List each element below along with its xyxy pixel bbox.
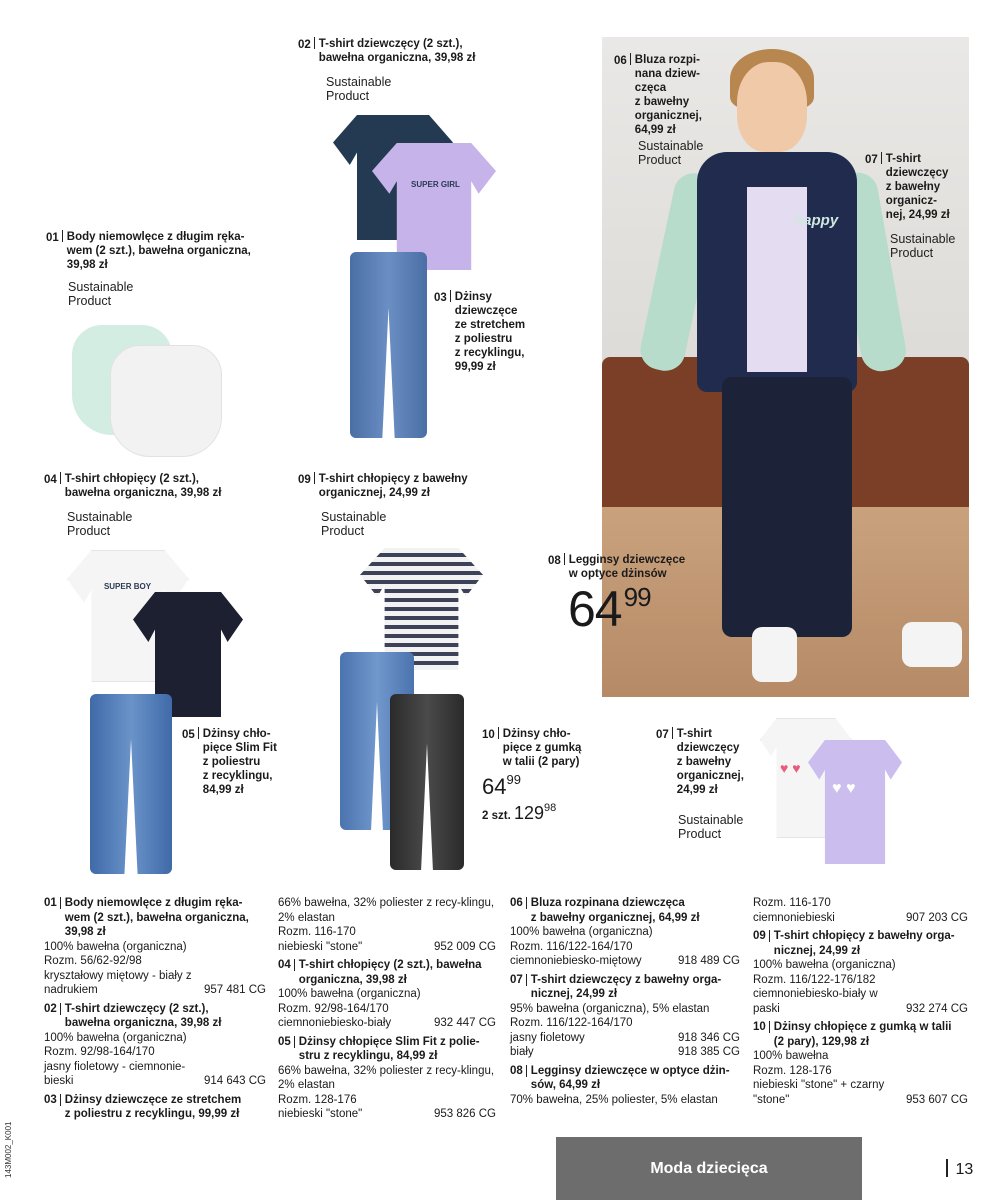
detail-text: 100% bawełna [753, 1050, 829, 1062]
detail-title-line: stru z recyklingu, 84,99 zł [298, 1050, 438, 1062]
callout-text: w optyce dżinsów [568, 568, 667, 580]
product-code: 952 009 CG [433, 940, 496, 953]
product-code: 932 274 CG [905, 1002, 968, 1015]
detail-row [278, 940, 496, 955]
detail-row [510, 925, 740, 940]
detail-title-line: Dżinsy chłopięce z gumką w talii [773, 1021, 952, 1033]
callout-text: z poliestru [454, 333, 513, 345]
callout-text: Legginsy dziewczęce [568, 554, 686, 566]
detail-title-line: Legginsy dziewczęce w optyce dżin- [530, 1064, 730, 1077]
sustainable-label: Product [67, 524, 111, 538]
callout-10 [482, 727, 581, 769]
callout-text: nana dziew- [634, 68, 700, 80]
detail-heading [278, 1035, 496, 1064]
detail-block [510, 1064, 740, 1108]
pack-price-main: 129 [513, 803, 545, 823]
detail-text: Rozm. 116/122-176/182 [753, 973, 876, 986]
details-column-1 [44, 896, 266, 1126]
detail-block [278, 896, 496, 954]
sustainable-label: Product [678, 827, 722, 841]
detail-title-line: sów, 64,99 zł [530, 1079, 601, 1091]
product-code: 957 481 CG [203, 984, 266, 996]
sustainable-label: Product [638, 153, 682, 167]
super-girl-print: SUPER GIRL [411, 180, 460, 189]
detail-heading [510, 896, 740, 925]
detail-row [753, 1064, 968, 1079]
pack-price-cents: 98 [544, 802, 557, 814]
tshirt-striped-image [360, 548, 483, 670]
detail-block [278, 958, 496, 1031]
price-cents: 99 [506, 772, 521, 787]
detail-block [510, 896, 740, 969]
callout-text: z bawełny [885, 181, 941, 193]
detail-row [753, 896, 968, 911]
detail-row [278, 1002, 496, 1017]
item-number: 03 [44, 1093, 57, 1106]
sustainable-label: Sustainable [321, 510, 387, 524]
leggins-price [568, 580, 651, 638]
sustainable-label: Product [68, 294, 112, 308]
detail-title-line: T-shirt dziewczęcy (2 szt.), [64, 1002, 209, 1015]
sustainable-label: Sustainable [67, 510, 133, 524]
price-main: 64 [482, 774, 507, 799]
detail-text: 95% bawełna (organiczna), 5% elastan [510, 1002, 710, 1015]
callout-text: dziewczęcy [885, 167, 949, 179]
details-column-4 [753, 896, 968, 1111]
detail-text: niebieski "stone" [278, 940, 363, 953]
jeans10-price [482, 772, 521, 800]
product-code: 932 447 CG [433, 1017, 496, 1029]
product-code: 918 489 CG [677, 955, 740, 967]
callout-text: ze stretchem [454, 319, 526, 331]
detail-heading [278, 958, 496, 987]
detail-text: 100% bawełna (organiczna) [44, 1031, 187, 1044]
detail-block [510, 973, 740, 1060]
section-title: Moda dziecięca [650, 1159, 768, 1177]
item-number: 07 [510, 973, 523, 986]
product-code: 953 607 CG [905, 1093, 968, 1106]
price-main: 64 [568, 581, 622, 637]
detail-row [278, 1064, 496, 1093]
detail-text: Rozm. 56/62-92/98 [44, 955, 142, 967]
detail-block [753, 1020, 968, 1107]
detail-title-line: Dżinsy chłopięce Slim Fit z polie- [298, 1035, 480, 1048]
detail-text: 100% bawełna (organiczna) [44, 940, 187, 953]
detail-text: Rozm. 128-176 [278, 1093, 357, 1106]
item-number: 08 [510, 1064, 523, 1077]
item-number: 01 [44, 897, 57, 909]
detail-text: 100% bawełna (organiczna) [510, 926, 653, 938]
callout-03 [434, 290, 525, 374]
detail-row [753, 973, 968, 988]
detail-block [753, 896, 968, 925]
detail-row [510, 954, 740, 969]
jeans-girl-image [350, 252, 427, 438]
item-number: 05 [182, 729, 195, 741]
detail-row [753, 1049, 968, 1064]
detail-title-line: (2 pary), 129,98 zł [773, 1035, 870, 1048]
detail-title-line: nicznej, 24,99 zł [530, 988, 618, 1000]
sustainable-label: Sustainable [678, 813, 744, 827]
page-number [946, 1159, 973, 1179]
happy-print: happy [794, 212, 839, 229]
callout-text: Body niemowlęce z długim ręka- [66, 231, 245, 243]
item-number: 02 [44, 1002, 57, 1015]
callout-07-photo [865, 152, 955, 260]
detail-row [510, 940, 740, 955]
detail-text: Rozm. 92/98-164/170 [44, 1046, 155, 1058]
detail-row [510, 1093, 740, 1108]
detail-text: ciemnoniebiesko-biały w paski [753, 988, 878, 1015]
item-number: 06 [614, 55, 627, 67]
details-column-3 [510, 896, 740, 1111]
callout-text: organicznej, [634, 110, 702, 122]
detail-row [753, 958, 968, 973]
detail-row [278, 1093, 496, 1108]
sustainable-label: Sustainable [638, 139, 704, 153]
product-code: 907 203 CG [905, 911, 968, 924]
sustainable-label: Sustainable [68, 280, 134, 294]
detail-text: ciemnoniebieski [753, 911, 835, 924]
detail-row [44, 969, 266, 998]
callout-text: Dżinsy chło- [202, 728, 271, 740]
callout-text: organicznej, 24,99 zł [318, 487, 431, 499]
item-number: 01 [46, 232, 59, 244]
detail-row [44, 1045, 266, 1060]
detail-title-line: bawełna organiczna, 39,98 zł [64, 1017, 222, 1029]
detail-text: jasny fioletowy - ciemnonie-bieski [44, 1060, 186, 1087]
callout-text: Dżinsy [454, 291, 492, 303]
detail-title-line: z poliestru z recyklingu, 99,99 zł [64, 1108, 240, 1120]
item-number: 06 [510, 897, 523, 909]
detail-text: kryształowy miętowy - biały z nadrukiem [44, 969, 192, 996]
detail-title-line: z bawełny organicznej, 64,99 zł [530, 911, 700, 924]
item-number: 04 [278, 959, 291, 971]
detail-text: niebieski "stone" [278, 1108, 363, 1120]
detail-title-line: T-shirt chłopięcy (2 szt.), bawełna [298, 959, 482, 971]
callout-text: organicz- [885, 195, 937, 207]
detail-title-line: T-shirt dziewczęcy z bawełny orga- [530, 973, 722, 986]
detail-title-line: Bluza rozpinana dziewczęca [530, 897, 685, 909]
callout-text: wem (2 szt.), bawełna organiczna, [66, 245, 251, 257]
item-number: 10 [753, 1021, 766, 1033]
detail-row [44, 954, 266, 969]
callout-text: 24,99 zł [676, 784, 718, 796]
product-code: 914 643 CG [203, 1075, 266, 1087]
detail-row [753, 911, 968, 926]
detail-row [510, 1002, 740, 1017]
detail-row [44, 1031, 266, 1046]
callout-text: bawełna organiczna, 39,98 zł [318, 52, 476, 64]
detail-heading [510, 973, 740, 1002]
detail-row [278, 896, 496, 925]
sustainable-label: Sustainable [326, 75, 392, 89]
callout-text: T-shirt chłopięcy (2 szt.), [64, 473, 199, 485]
callout-text: T-shirt [676, 728, 712, 740]
item-number: 09 [753, 930, 766, 942]
detail-text: 100% bawełna (organiczna) [753, 959, 896, 971]
item-number: 02 [298, 39, 311, 51]
callout-text: Bluza rozpi- [634, 54, 700, 66]
detail-row [278, 1016, 496, 1031]
product-code: 918 385 CG [677, 1046, 740, 1058]
detail-row [510, 1045, 740, 1060]
callout-text: dziewczęce [454, 305, 518, 317]
detail-text: 70% bawełna, 25% poliester, 5% elastan [510, 1093, 718, 1106]
detail-title-line: Body niemowlęce z długim ręka- [64, 897, 243, 909]
callout-07-tee [656, 727, 744, 841]
callout-text: dziewczęcy [676, 742, 740, 754]
detail-row [278, 987, 496, 1002]
jeans10-pack-price [482, 802, 556, 824]
callout-06 [614, 53, 703, 167]
callout-text: w talii (2 pary) [502, 756, 580, 768]
detail-heading [753, 1020, 968, 1049]
detail-heading [44, 1093, 266, 1122]
detail-title-line: wem (2 szt.), bawełna organiczna, [64, 911, 249, 924]
super-boy-print: SUPER BOY [103, 582, 152, 591]
detail-title-line: organiczna, 39,98 zł [298, 973, 407, 986]
item-number: 05 [278, 1035, 291, 1048]
detail-text: ciemnoniebiesko-biały [278, 1017, 392, 1029]
detail-row [753, 1078, 968, 1107]
detail-text: 66% bawełna, 32% poliester z recy-klingu, 2% elastan [278, 897, 495, 924]
callout-text: T-shirt dziewczęcy (2 szt.), [318, 38, 463, 50]
detail-title-line: 39,98 zł [64, 926, 106, 938]
page-number-text: 13 [955, 1161, 974, 1178]
detail-text: Rozm. 128-176 [753, 1064, 832, 1077]
section-footer [556, 1137, 862, 1200]
heart-icon: ♥ ♥ [832, 780, 856, 797]
detail-block [278, 1035, 496, 1122]
detail-block [44, 1002, 266, 1089]
callout-02 [298, 37, 475, 103]
detail-row [44, 940, 266, 955]
callout-text: bawełna organiczna, 39,98 zł [64, 487, 222, 499]
item-number: 08 [548, 555, 561, 567]
callout-04 [44, 472, 221, 538]
detail-text: 100% bawełna (organiczna) [278, 988, 421, 1000]
detail-text: Rozm. 116-170 [753, 897, 831, 909]
detail-row [510, 1016, 740, 1031]
baby-body-white-image [110, 345, 222, 457]
detail-title-line: Dżinsy dziewczęce ze stretchem [64, 1093, 242, 1106]
callout-text: częca [634, 82, 667, 94]
detail-text: biały [510, 1046, 534, 1058]
detail-row [278, 925, 496, 940]
detail-heading [44, 896, 266, 940]
callout-01 [46, 230, 251, 308]
callout-text: 84,99 zł [202, 784, 244, 796]
callout-text: 99,99 zł [454, 361, 496, 373]
sustainable-label: Product [321, 524, 365, 538]
price-cents: 99 [623, 582, 651, 612]
callout-text: z poliestru [202, 756, 261, 768]
item-number: 03 [434, 292, 447, 304]
item-number: 10 [482, 729, 495, 741]
callout-text: z bawełny [676, 756, 732, 768]
side-code: 143M002_K001 [4, 1121, 13, 1178]
detail-text: niebieski "stone" + czarny "stone" [753, 1079, 885, 1106]
callout-text: organicznej, [676, 770, 744, 782]
callout-text: T-shirt [885, 153, 921, 165]
detail-title-line: T-shirt chłopięcy z bawełny orga- [773, 930, 955, 942]
detail-block [44, 896, 266, 998]
callout-text: pięce z gumką [502, 742, 582, 754]
detail-text: Rozm. 116-170 [278, 926, 356, 938]
callout-09 [298, 472, 468, 538]
item-number: 07 [656, 729, 669, 741]
jeans-boy-slimfit-image [90, 694, 172, 874]
item-number: 07 [865, 154, 878, 166]
callout-text: pięce Slim Fit [202, 742, 277, 754]
callout-text: 64,99 zł [634, 124, 676, 136]
detail-text: jasny fioletowy [510, 1031, 585, 1044]
detail-heading [510, 1064, 740, 1093]
details-column-2 [278, 896, 496, 1126]
detail-text: Rozm. 116/122-164/170 [510, 1017, 633, 1029]
callout-text: T-shirt chłopięcy z bawełny [318, 473, 468, 485]
callout-text: Dżinsy chło- [502, 728, 571, 740]
item-number: 09 [298, 474, 311, 486]
detail-heading [44, 1002, 266, 1031]
callout-05 [182, 727, 277, 797]
detail-row [753, 987, 968, 1016]
detail-text: ciemnoniebiesko-miętowy [510, 955, 642, 967]
callout-08 [548, 553, 685, 581]
sustainable-label: Product [326, 89, 370, 103]
callout-text: z recyklingu, [202, 770, 273, 782]
sustainable-label: Product [890, 246, 934, 260]
detail-row [510, 1031, 740, 1046]
callout-text: z recyklingu, [454, 347, 525, 359]
detail-text: 66% bawełna, 32% poliester z recy-klingu, 2% elastan [278, 1064, 495, 1091]
product-code: 918 346 CG [677, 1031, 740, 1044]
jeans-jogger-black-image [390, 694, 464, 870]
heart-icon: ♥ ♥ [780, 760, 801, 776]
callout-text: z bawełny [634, 96, 690, 108]
detail-block [44, 1093, 266, 1122]
detail-heading [753, 929, 968, 958]
sustainable-label: Sustainable [890, 232, 956, 246]
detail-text: Rozm. 116/122-164/170 [510, 940, 633, 953]
item-number: 04 [44, 474, 57, 486]
pack-prefix: 2 szt. [482, 810, 511, 822]
detail-row [278, 1107, 496, 1122]
detail-text: Rozm. 92/98-164/170 [278, 1002, 389, 1015]
product-code: 953 826 CG [433, 1108, 496, 1120]
detail-row [44, 1060, 266, 1089]
callout-text: nej, 24,99 zł [885, 209, 950, 221]
detail-title-line: nicznej, 24,99 zł [773, 944, 861, 957]
detail-block [753, 929, 968, 1016]
callout-text: 39,98 zł [66, 259, 108, 271]
